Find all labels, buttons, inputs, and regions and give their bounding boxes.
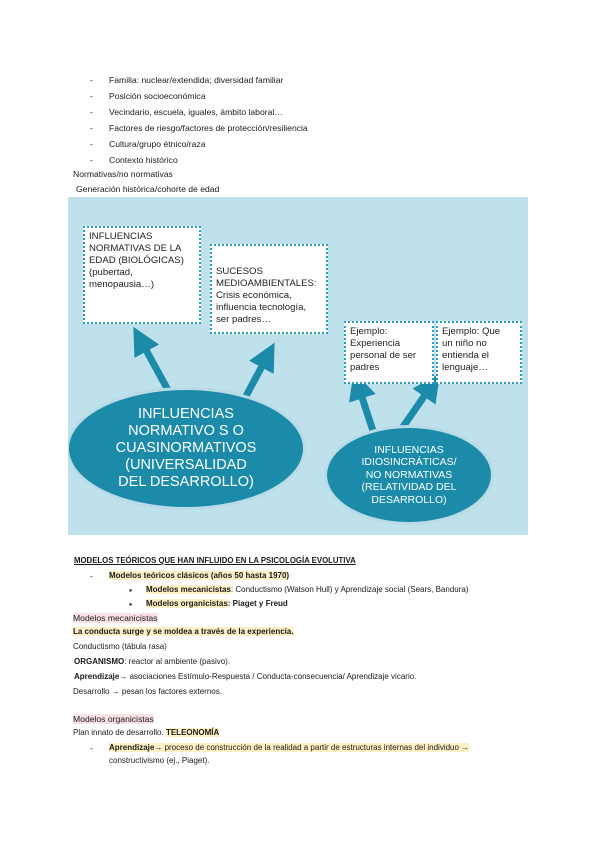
box-line: un niño no [442,338,487,349]
text: : reactor al ambiente (pasivo). [124,657,231,666]
box-line: personal de ser [350,350,417,361]
bullet: - [90,123,93,133]
sub-bullet: ▪ [129,585,133,595]
ellipse-line: INFLUENCIAS [138,406,234,422]
generacion-line: Generación histórica/cohorte de edad [76,184,220,194]
ellipse-normativos [68,387,306,510]
organicistas-line2 [109,743,469,753]
mecanicistas-line1 [73,627,294,637]
heading-organicistas [73,714,154,724]
box-sucesos [210,244,328,334]
box-line: influencia tecnología, [216,302,307,313]
label: TELEONOMÍA [165,728,220,737]
organicistas-line3: constructivismo (ej., Piaget). [109,756,210,765]
section-title: MODELOS TEÓRICOS QUE HAN INFLUIDO EN LA PSICOLOGÍA EVOLUTIVA [74,556,356,565]
ellipse-line: NORMATIVO S O [128,423,244,439]
arrow [358,385,374,434]
list-item [90,123,93,133]
ellipse-line: IDIOSINCRÁTICAS/ [361,456,457,469]
label: Aprendizaje [109,743,155,752]
ellipse-line: NO NORMATIVAS [365,468,453,481]
list-item-text: Factores de riesgo/factores de protección/resiliencia [109,123,308,133]
box-line: ser padres… [216,314,271,325]
list-item-text: Familia: nuclear/extendida; diversidad familiar [109,75,284,85]
bullet: - [90,91,93,101]
mecanicistas-line5: Desarrollo → pesan los factores externos. [73,687,222,696]
box-normativas-edad [83,226,201,324]
ellipse-line: DEL DESARROLLO) [118,474,254,490]
box-line: lenguaje… [442,362,488,373]
heading-mecanicistas [73,613,158,623]
list-item-text: Cultura/grupo étnico/raza [109,139,206,149]
list-item [90,75,93,85]
label: ORGANISMO [74,657,125,666]
box-line: Experiencia [350,338,401,349]
sub-bullet: ▪ [129,599,133,609]
influences-diagram [68,197,528,535]
bullet: - [90,571,93,581]
organicistas-line1 [73,728,219,738]
box-line: MEDIOAMBIENTALES: [216,278,317,289]
list-item-text: Vecindario, escuela, iguales, ámbito laboral… [109,107,283,117]
modelos-clasicos-text: Modelos teóricos clásicos (años 50 hasta 1970) [109,571,290,580]
label: Modelos mecanicistas [146,585,231,594]
normativas-line: Normativas/no normativas [73,169,173,179]
modelos-organicistas-line [146,599,288,609]
ellipse-line: DESARROLLO) [371,493,447,506]
list-item-text: Contexto histórico [109,155,178,165]
list-item [90,139,93,149]
mecanicistas-line4 [74,672,416,682]
ellipse-line: CUASINORMATIVOS [115,440,257,456]
bullet: - [90,155,93,165]
line-text: La conducta surge y se moldea a través de la experiencia. [73,627,294,636]
list-item-text: Posición socioeconómica [109,91,206,101]
box-line: padres [350,362,380,373]
mecanicistas-line2: Conductismo (tábula rasa) [73,642,167,651]
text: → proceso de construcción de la realidad a partir de estructuras internas del individuo → [154,743,470,752]
box-line: Ejemplo: Que [442,326,501,337]
mecanicistas-line3 [74,657,230,667]
box-line: INFLUENCIAS [89,231,153,242]
ellipse-line: INFLUENCIAS [374,443,444,456]
list-item [90,107,93,117]
box-line: Crisis económica, [216,290,292,301]
box-line: SUCESOS [216,266,263,277]
text: : Conductismo (Watson Hull) y Aprendizaje social (Sears, Bandura) [230,585,469,594]
heading-text: Modelos organicistas [73,714,154,724]
modelos-clasicos [109,571,289,581]
bullet: - [90,743,93,753]
text: : Piaget y Freud [227,599,288,608]
bullet: - [90,107,93,117]
modelos-mecanicistas-line [146,585,469,595]
ellipse-line: (UNIVERSALIDAD [125,457,247,473]
text: Plan innato de desarrollo. [73,728,166,737]
box-line: menopausia…) [89,279,155,290]
ellipse-line: (RELATIVIDAD DEL [361,481,457,494]
text: → asociaciones Estímulo-Respuesta / Conducta-consecuencia/ Aprendizaje vicario. [119,672,417,681]
label: Aprendizaje [74,672,120,681]
box-line: (pubertad, [89,267,133,278]
ellipse-idiosincraticas [324,425,494,525]
box-ejemplo-padres [344,321,434,384]
bullet: - [90,139,93,149]
box-line: Ejemplo: [350,326,388,337]
list-item [90,91,93,101]
box-line: entienda el [442,350,489,361]
heading-text: Modelos mecanicistas [73,613,158,623]
label: Modelos organicistas [146,599,228,608]
box-line: EDAD (BIOLÓGICAS) [89,255,184,266]
box-line: NORMATIVAS DE LA [89,243,182,254]
list-item [90,155,93,165]
bullet: - [90,75,93,85]
box-ejemplo-lenguaje [436,321,522,384]
